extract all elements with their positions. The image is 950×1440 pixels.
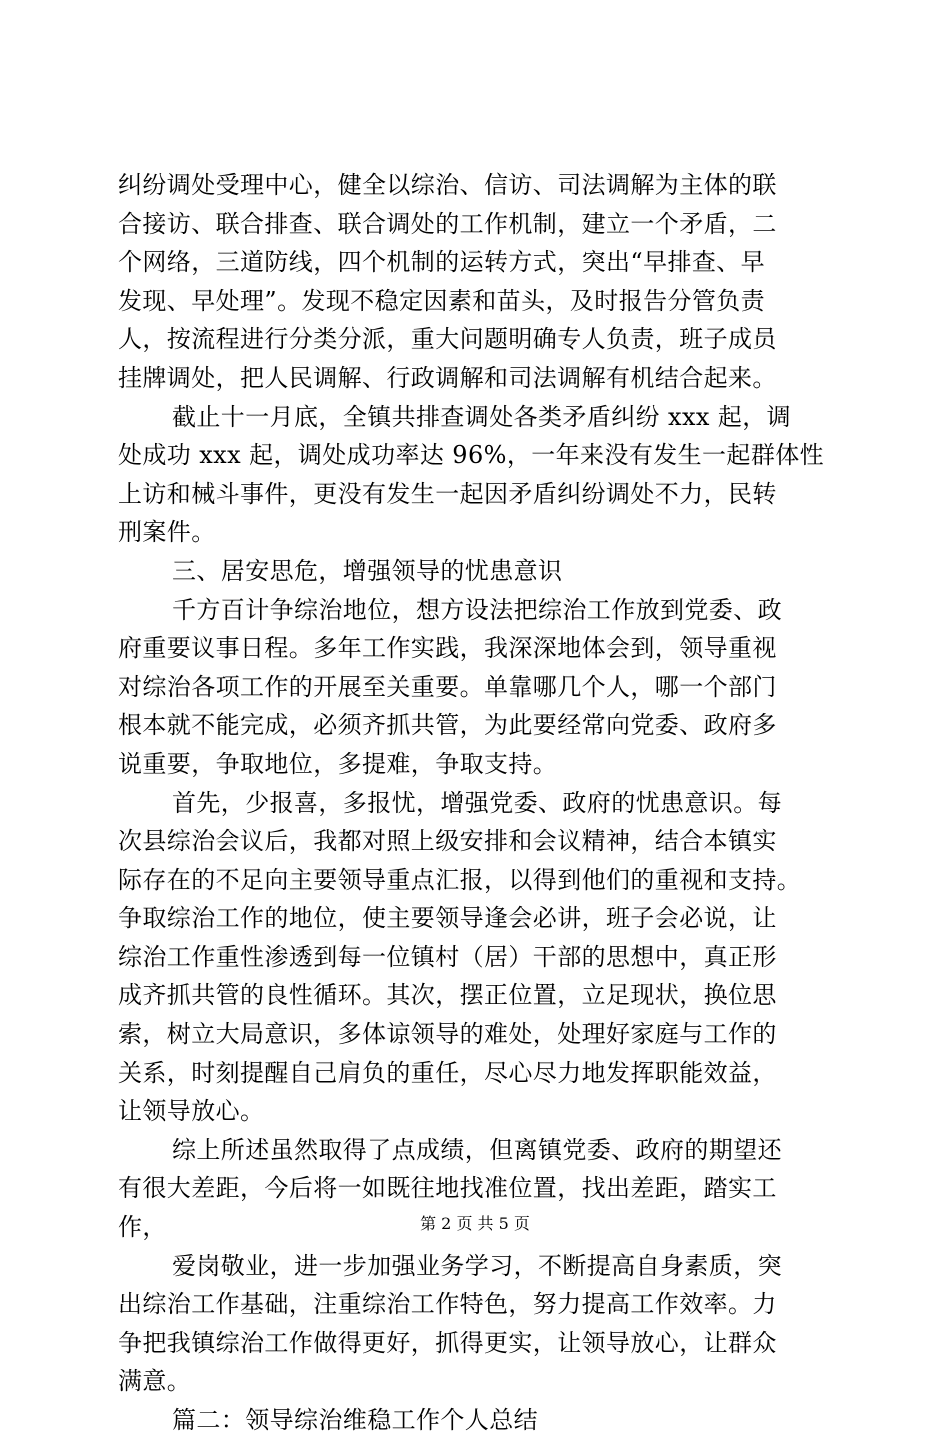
text-line: 有很大差距，今后将一如既往地找准位置，找出差距，踏实工 — [118, 1174, 777, 1203]
text-line: 首先，少报喜，多报忧，增强党委、政府的忧患意识。每 — [172, 788, 782, 817]
text-line: 截止十一月底，全镇共排查调处各类矛盾纠纷 xxx 起，调 — [172, 402, 792, 431]
text-line: 关系，时刻提醒自己肩负的重任，尽心尽力地发挥职能效益， — [118, 1058, 777, 1087]
text-line: 说重要，争取地位，多提难，争取支持。 — [118, 749, 558, 778]
text-line: 作， — [118, 1213, 167, 1242]
text-line: 满意。 — [118, 1367, 192, 1396]
text-line: 爱岗敬业，进一步加强业务学习，不断提高自身素质，突 — [172, 1251, 782, 1280]
text-line: 次县综治会议后，我都对照上级安排和会议精神，结合本镇实 — [118, 827, 777, 856]
text-line: 根本就不能完成，必须齐抓共管，为此要经常向党委、政府多 — [118, 711, 777, 740]
text-line: 争取综治工作的地位，使主要领导逢会必讲，班子会必说，让 — [118, 904, 777, 933]
text-line: 府重要议事日程。多年工作实践，我深深地体会到，领导重视 — [118, 634, 777, 663]
text-line: 际存在的不足向主要领导重点汇报，以得到他们的重视和支持。 — [118, 865, 802, 894]
text-line: 出综治工作基础，注重综治工作特色，努力提高工作效率。力 — [118, 1290, 777, 1319]
text-line: 让领导放心。 — [118, 1097, 265, 1126]
text-line: 处成功 xxx 起，调处成功率达 96%，一年来没有发生一起群体性 — [118, 441, 825, 470]
text-line: 综治工作重性渗透到每一位镇村（居）干部的思想中，真正形 — [118, 942, 777, 971]
text-line: 合接访、联合排查、联合调处的工作机制，建立一个矛盾，二 — [118, 209, 777, 238]
text-line: 个网络，三道防线，四个机制的运转方式，突出“早排查、早 — [118, 248, 766, 277]
text-line: 争把我镇综治工作做得更好，抓得更实，让领导放心，让群众 — [118, 1328, 777, 1357]
page-number-footer: 第 2 页 共 5 页 — [420, 1214, 530, 1233]
text-line: 发现、早处理”。发现不稳定因素和苗头，及时报告分管负责 — [118, 286, 766, 315]
text-line: 纠纷调处受理中心，健全以综治、信访、司法调解为主体的联 — [118, 171, 777, 199]
text-line: 索，树立大局意识，多体谅领导的难处，处理好家庭与工作的 — [118, 1020, 777, 1049]
text-line: 三、居安思危，增强领导的忧患意识 — [172, 556, 563, 585]
text-line: 成齐抓共管的良性循环。其次，摆正位置，立足现状，换位思 — [118, 981, 777, 1010]
text-line: 千方百计争综治地位，想方设法把综治工作放到党委、政 — [172, 595, 782, 624]
document-body — [118, 166, 848, 1440]
text-line: 刑案件。 — [118, 518, 216, 547]
text-line: 人，按流程进行分类分派，重大问题明确专人负责，班子成员 — [118, 325, 777, 354]
text-line: 上访和械斗事件，更没有发生一起因矛盾纠纷调处不力，民转 — [118, 479, 777, 508]
text-line: 对综治各项工作的开展至关重要。单靠哪几个人，哪一个部门 — [118, 672, 777, 701]
text-line: 综上所述虽然取得了点成绩，但离镇党委、政府的期望还 — [172, 1135, 782, 1164]
text-line: 挂牌调处，把人民调解、行政调解和司法调解有机结合起来。 — [118, 363, 777, 392]
text-line: 篇二：领导综治维稳工作个人总结 — [172, 1406, 538, 1434]
